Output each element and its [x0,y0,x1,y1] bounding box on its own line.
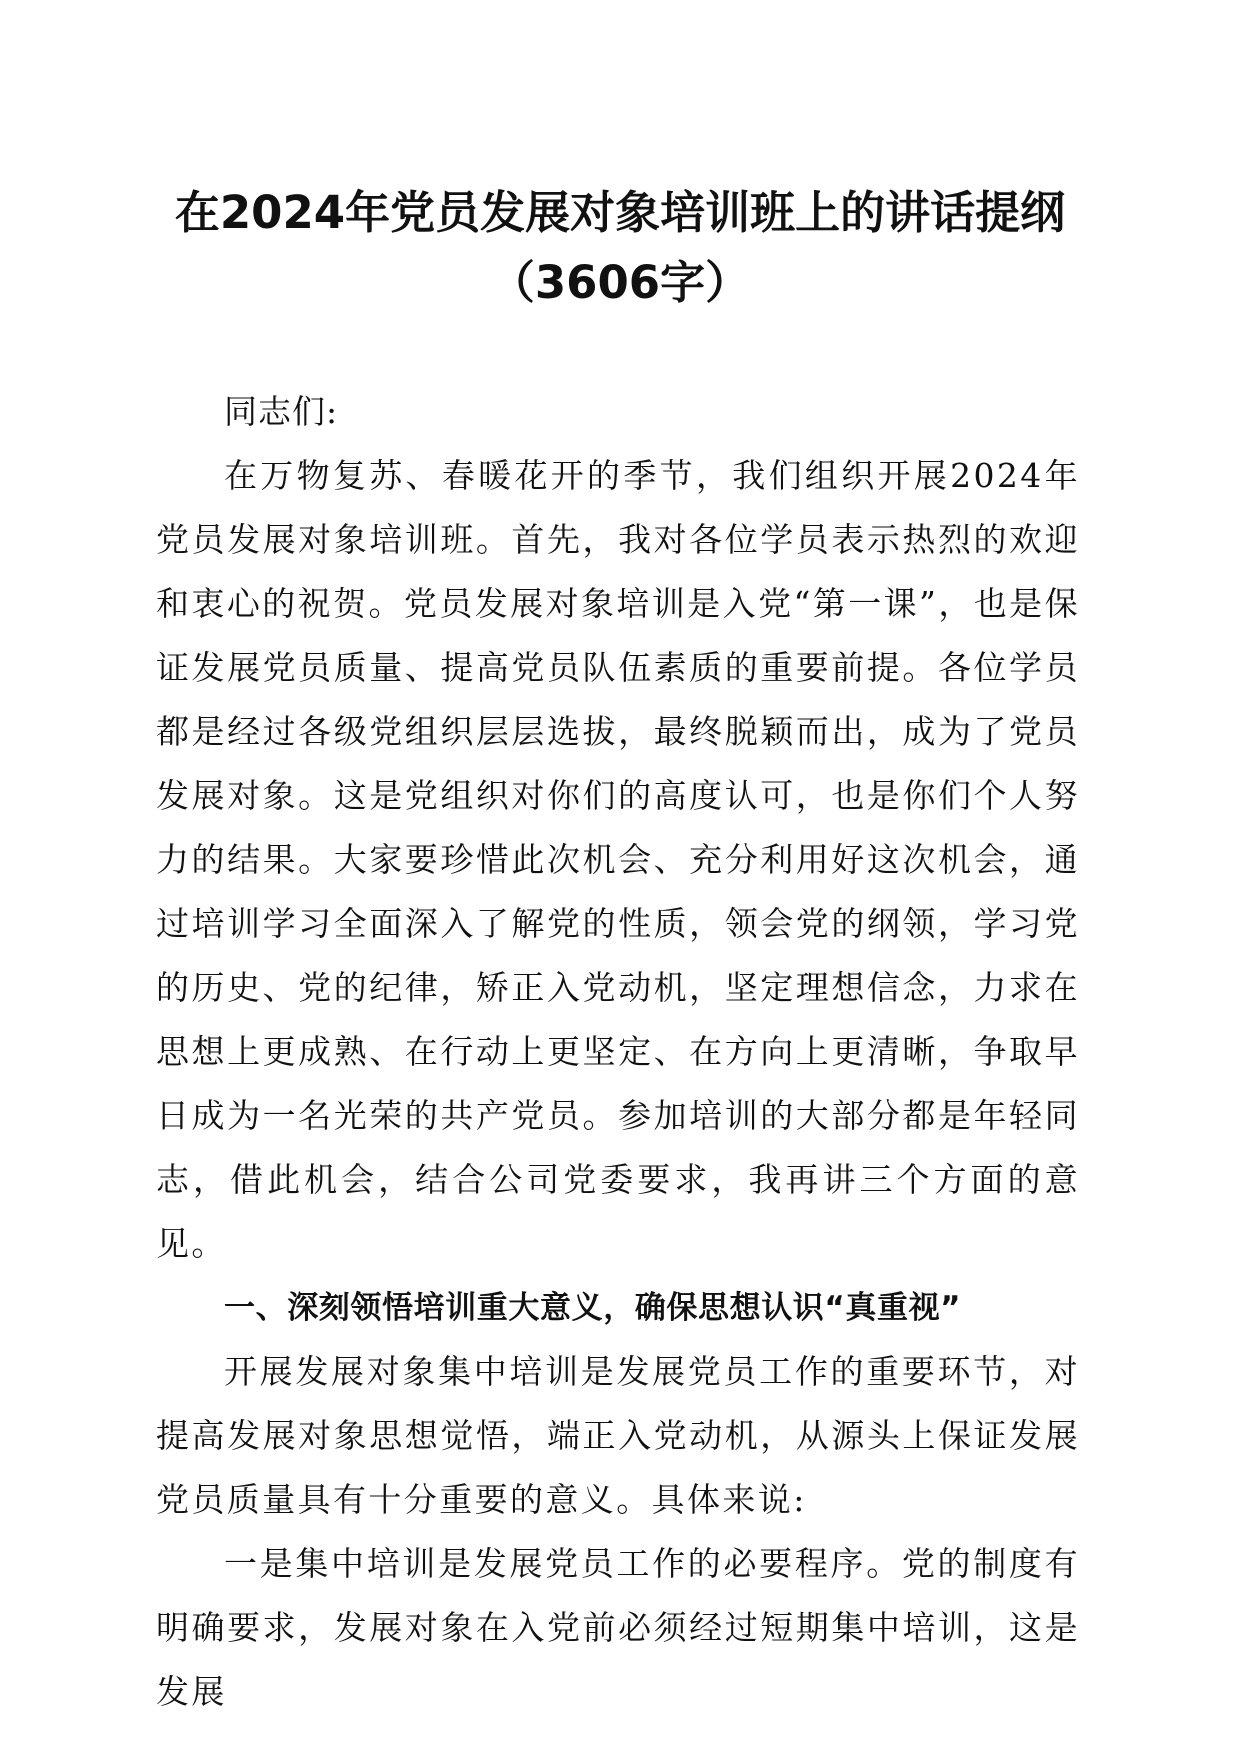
document-title: 在2024年党员发展对象培训班上的讲话提纲 [174,186,1066,239]
section-heading-1: 一、深刻领悟培训重大意义，确保思想认识“真重视” [224,1290,962,1326]
opening-paragraph: 在万物复苏、春暖花开的季节，我们组织开展2024年党员发展对象培训班。首先，我对各位学员表示热烈的欢迎和衷心的祝贺。党员发展对象培训是入党“第一课”，也是保证发展党员质量、提高党员队伍素质的重要前提。各位学员都是经过各级党组织层层选拔，最终脱颖而出，成为了党员发展对象。这是党组织对你们的高度认可，也是你们个人努力的结果。大家要珍惜此次机会、充分利用好这次机会，通过培训学习全面深入了解党的性质，领会党的纲领，学习党的历史、党的纪律，矫正入党动机，坚定理想信念，力求在思想上更成熟、在行动上更坚定、在方向上更清晰，争取早日成为一名光荣的共产党员。参加培训的大部分都是年轻同志，借此机会，结合公司党委要求，我再讲三个方面的意见。 [156,456,1080,1263]
word-count-subtitle: （3606字） [489,256,751,309]
section-1-intro-paragraph: 开展发展对象集中培训是发展党员工作的重要环节，对提高发展对象思想觉悟，端正入党动机，从源头上保证发展党员质量具有十分重要的意义。具体来说: [156,1352,1080,1519]
title-block [140,178,1100,318]
document-body [156,380,1080,1724]
greeting: 同志们: [224,392,339,431]
section-1-point-1-paragraph: 一是集中培训是发展党员工作的必要程序。党的制度有明确要求，发展对象在入党前必须经过短期集中培训，这是发展 [156,1544,1080,1711]
